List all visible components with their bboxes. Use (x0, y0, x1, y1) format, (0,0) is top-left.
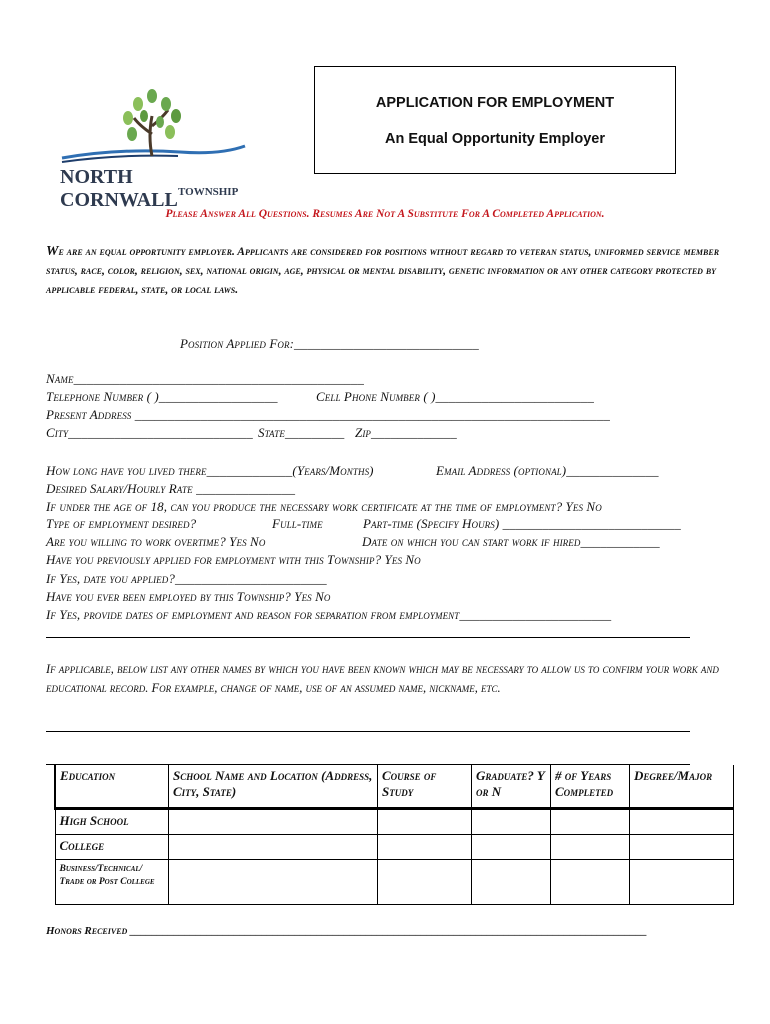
position-field[interactable]: Position Applied For:____________________________ (180, 336, 479, 351)
applied-before-question[interactable]: Have you previously applied for employment with this Township? Yes No (46, 552, 421, 567)
employed-before-question[interactable]: Have you ever been employed by this Township? Yes No (46, 589, 331, 604)
tree-logo-icon (60, 86, 250, 166)
honors-field[interactable]: Honors Received ______________________________________________________________________________________________ (46, 925, 648, 937)
logo-name: NORTH CORNWALL (60, 166, 178, 211)
email-field[interactable]: Email Address (optional)______________ (436, 463, 659, 478)
state-field[interactable]: State_________ (258, 425, 345, 440)
salary-field[interactable]: Desired Salary/Hourly Rate _______________ (46, 481, 296, 496)
notice-text: Please Answer All Questions. Resumes Are Not A Substitute For A Completed Application. (165, 208, 605, 220)
part-time-field[interactable]: Part-time (Specify Hours) ___________________________ (363, 516, 681, 531)
logo-subname: TOWNSHIP (178, 186, 239, 198)
work-certificate-question[interactable]: If under the age of 18, can you produce the necessary work certificate at the time of employment? Yes No (46, 499, 602, 514)
table-header-row (55, 765, 734, 809)
employment-type-label: Type of employment desired? (46, 516, 197, 531)
city-field[interactable]: City____________________________ (46, 425, 253, 440)
cell-phone-field[interactable]: Cell Phone Number ( )________________________ (316, 389, 594, 404)
cell-input[interactable] (378, 835, 472, 860)
row-label-high-school: High School (55, 809, 169, 835)
cell-input[interactable] (630, 835, 734, 860)
table-row (55, 860, 734, 905)
header-education: Education (55, 765, 169, 809)
separation-field[interactable]: If Yes, provide dates of employment and reason for separation from employment_______________________ (46, 607, 612, 622)
cell-input[interactable] (378, 860, 472, 905)
applied-date-field[interactable]: If Yes, date you applied?_______________________ (46, 571, 327, 586)
header-school: School Name and Location (Address, City, State) (169, 765, 378, 809)
cell-input[interactable] (169, 860, 378, 905)
header-years: # of Years Completed (551, 765, 630, 809)
page-title: APPLICATION FOR EMPLOYMENT (375, 95, 615, 111)
cell-input[interactable] (472, 860, 551, 905)
cell-input[interactable] (472, 835, 551, 860)
zip-field[interactable]: Zip_____________ (355, 425, 457, 440)
cell-input[interactable] (378, 809, 472, 835)
residence-duration-field[interactable]: How long have you lived there_____________(Years/Months) (46, 463, 374, 478)
other-names-instruction: If applicable, below list any other names by which you have been known which may be necessary to allow us to confirm your work and educational record. For example, change of name, use of an assumed name, nickname, etc. (46, 662, 719, 695)
address-field[interactable]: Present Address ________________________________________________________________________ (46, 407, 610, 422)
separation-line[interactable] (46, 637, 690, 638)
statement-body: e are an equal opportunity employer. Applicants are considered for positions without regard to veteran status, uniformed service member status, race, color, religion, sex, national origin, age, physical or mental disability, genetic information or any other category protected by applicable federal, state, or local laws. (46, 246, 720, 296)
cell-input[interactable] (472, 809, 551, 835)
statement-lead: W (46, 244, 59, 259)
telephone-field[interactable]: Telephone Number ( )__________________ (46, 389, 278, 404)
cell-input[interactable] (551, 835, 630, 860)
cell-input[interactable] (551, 860, 630, 905)
overtime-question[interactable]: Are you willing to work overtime? Yes No (46, 534, 266, 549)
start-date-field[interactable]: Date on which you can start work if hired____________ (362, 534, 660, 549)
header-degree: Degree/Major (630, 765, 734, 809)
table-row (55, 809, 734, 835)
row-label-business-technical: Business/Technical/ Trade or Post College (55, 860, 169, 905)
cell-input[interactable] (169, 809, 378, 835)
other-names-line[interactable] (46, 731, 690, 732)
header-graduate: Graduate? Y or N (472, 765, 551, 809)
name-field[interactable]: Name____________________________________________ (46, 371, 364, 386)
education-table (54, 765, 734, 905)
title-box (314, 66, 676, 174)
township-logo (60, 86, 250, 211)
cell-input[interactable] (169, 835, 378, 860)
eeo-statement (46, 242, 726, 300)
page-subtitle: An Equal Opportunity Employer (385, 131, 605, 147)
cell-input[interactable] (551, 809, 630, 835)
cell-input[interactable] (630, 809, 734, 835)
cell-input[interactable] (630, 860, 734, 905)
table-row (55, 835, 734, 860)
row-label-college: College (55, 835, 169, 860)
header-course: Course of Study (378, 765, 472, 809)
full-time-option[interactable]: Full-time (272, 516, 323, 531)
